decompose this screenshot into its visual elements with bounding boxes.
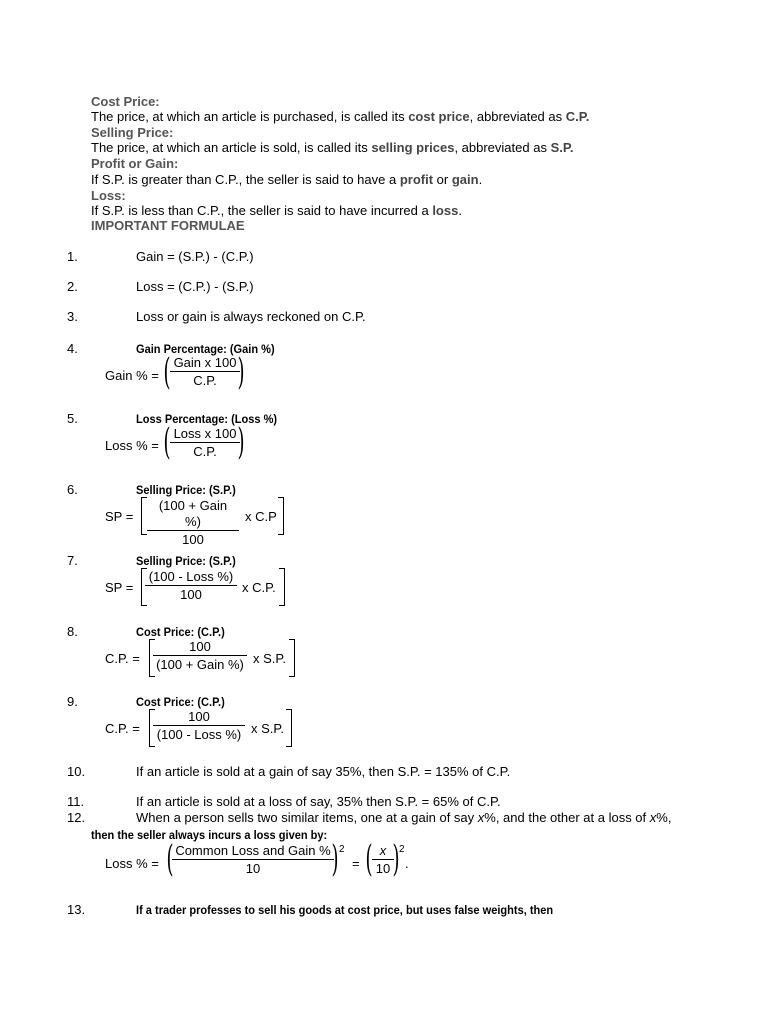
- formula-loss: Loss = (C.P.) - (S.P.): [136, 279, 254, 294]
- selling-price-loss-fraction: (100 - Loss %) 100: [145, 569, 237, 604]
- item-number: 12.: [67, 810, 86, 825]
- loss-example: If an article is sold at a loss of say, 35% then S.P. = 65% of C.P.: [136, 794, 501, 809]
- item-number: 8.: [67, 624, 78, 639]
- exponent: 2: [339, 844, 345, 855]
- loss-heading: Loss:: [91, 188, 126, 203]
- item-number: 9.: [67, 694, 78, 709]
- selling-price-gain-multiplier: x C.P: [245, 509, 277, 524]
- gain-percentage-heading: Gain Percentage: (Gain %): [136, 342, 275, 356]
- selling-price-definition: The price, at which an article is sold, is called its selling prices, abbreviated as S.P.: [91, 140, 574, 155]
- item-number: 3.: [67, 309, 78, 324]
- formulae-heading: IMPORTANT FORMULAE: [91, 218, 245, 233]
- cost-price-gain-lhs: C.P. =: [105, 651, 140, 666]
- item-number: 10.: [67, 764, 86, 779]
- selling-price-gain-lhs: SP =: [105, 509, 134, 524]
- gain-example: If an article is sold at a gain of say 35%, then S.P. = 135% of C.P.: [136, 764, 511, 779]
- equals-sign: =: [352, 856, 360, 871]
- item-number: 6.: [67, 482, 78, 497]
- right-bracket: [286, 709, 292, 747]
- right-paren: ): [392, 839, 400, 880]
- selling-price-loss-multiplier: x C.P.: [242, 580, 276, 595]
- gain-percentage-lhs: Gain % =: [105, 368, 159, 383]
- loss-percentage-heading: Loss Percentage: (Loss %): [136, 412, 278, 426]
- item-number: 7.: [67, 553, 78, 568]
- period: .: [405, 856, 409, 871]
- false-weights-statement: If a trader professes to sell his goods at cost price, but uses false weights, then: [136, 903, 554, 917]
- cost-price-gain-multiplier: x S.P.: [253, 651, 287, 666]
- loss-definition: If S.P. is less than C.P., the seller is said to have incurred a loss.: [91, 203, 462, 218]
- item-number: 11.: [67, 794, 85, 809]
- item-number: 2.: [67, 279, 78, 294]
- item-number: 13.: [67, 902, 86, 917]
- selling-price-loss-heading: Selling Price: (S.P.): [136, 554, 236, 568]
- two-items-statement: When a person sells two similar items, one at a gain of say x%, and the other at a loss of x%,: [136, 810, 672, 825]
- right-paren: ): [331, 839, 339, 880]
- two-items-simplified-fraction: $\frac{x}{10}$: [372, 843, 394, 878]
- left-paren: (: [163, 422, 171, 463]
- left-paren: (: [365, 839, 373, 880]
- item-number: 1.: [67, 249, 78, 264]
- selling-price-gain-heading: Selling Price: (S.P.): [136, 483, 236, 497]
- cost-price-heading: Cost Price:: [91, 94, 160, 109]
- two-items-lhs: Loss % =: [105, 856, 159, 871]
- cost-price-loss-multiplier: x S.P.: [251, 721, 285, 736]
- loss-percentage-lhs: Loss % =: [105, 438, 159, 453]
- right-bracket: [289, 639, 295, 677]
- profit-definition: If S.P. is greater than C.P., the seller is said to have a profit or gain.: [91, 172, 483, 187]
- formula-gain: Gain = (S.P.) - (C.P.): [136, 249, 254, 264]
- right-bracket: [279, 568, 285, 606]
- exponent: 2: [399, 844, 405, 855]
- reckoning-note: Loss or gain is always reckoned on C.P.: [136, 309, 366, 324]
- item-number: 4.: [67, 341, 78, 356]
- selling-price-heading: Selling Price:: [91, 125, 174, 140]
- right-paren: ): [237, 422, 245, 463]
- cost-price-gain-fraction: 100 (100 + Gain %): [153, 639, 247, 674]
- right-bracket: [278, 497, 284, 535]
- cost-price-loss-lhs: C.P. =: [105, 721, 140, 736]
- loss-given-by-heading: then the seller always incurs a loss given by:: [91, 828, 328, 842]
- two-items-fraction: Common Loss and Gain % 10: [172, 843, 334, 878]
- cost-price-loss-heading: Cost Price: (C.P.): [136, 695, 225, 709]
- selling-price-gain-fraction: (100 + Gain %) 100: [147, 498, 239, 549]
- profit-heading: Profit or Gain:: [91, 156, 179, 171]
- left-paren: (: [166, 839, 174, 880]
- gain-percentage-fraction: Gain x 100 C.P.: [170, 355, 240, 390]
- cost-price-gain-heading: Cost Price: (C.P.): [136, 625, 225, 639]
- right-paren: ): [237, 352, 245, 393]
- cost-price-definition: The price, at which an article is purchased, is called its cost price, abbreviated as C.P.: [91, 109, 590, 124]
- left-paren: (: [163, 352, 171, 393]
- cost-price-loss-fraction: 100 (100 - Loss %): [153, 709, 245, 744]
- selling-price-loss-lhs: SP =: [105, 580, 134, 595]
- loss-percentage-fraction: Loss x 100 C.P.: [170, 426, 240, 461]
- item-number: 5.: [67, 411, 78, 426]
